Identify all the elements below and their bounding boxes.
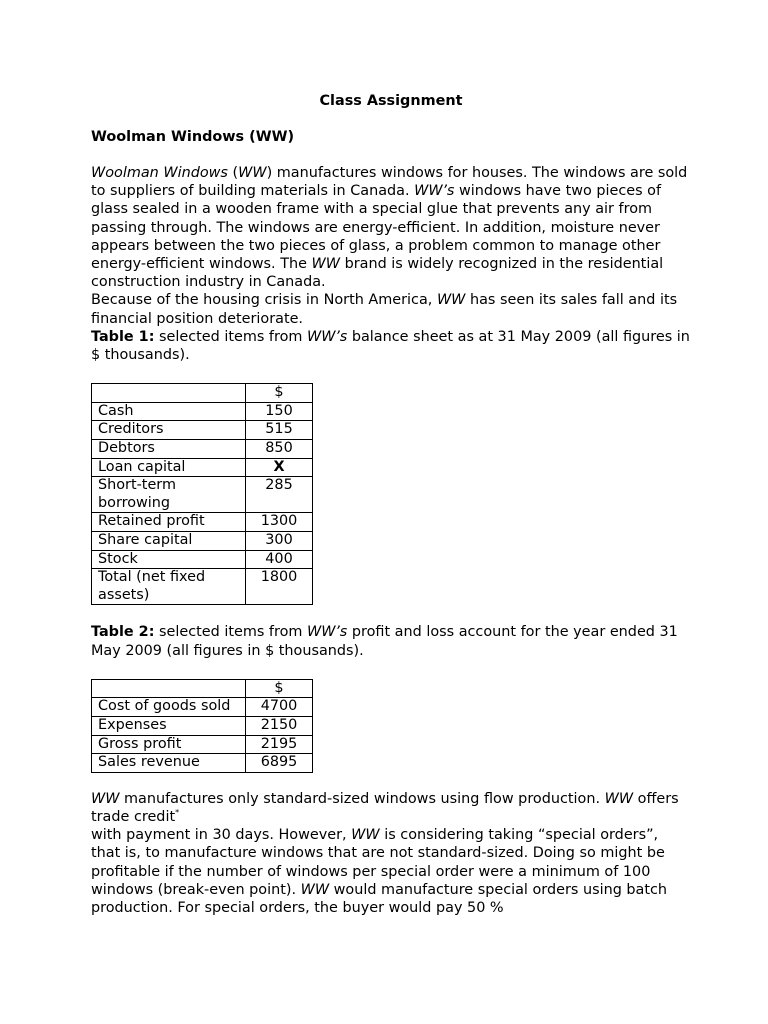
row-label: Retained profit	[92, 513, 246, 532]
row-label: Share capital	[92, 531, 246, 550]
row-label: Sales revenue	[92, 754, 246, 773]
table-header-cell: $	[246, 384, 313, 403]
balance-sheet-table	[91, 383, 313, 605]
case-heading: Woolman Windows (WW)	[91, 129, 295, 145]
table-row	[92, 569, 313, 605]
closing-text: would manufacture special orders using batch production. For special orders, the buyer would pay 50 %	[91, 881, 668, 916]
document-title: Class Assignment	[319, 93, 463, 109]
abbr-ww: WW’s	[414, 183, 455, 200]
closing-text: with payment in 30 days. However,	[91, 827, 352, 844]
intro-text: windows have two pieces of glass sealed in a wooden frame with a special glue that prevents any air from passing through. The windows are energy-efficient. In addition, moisture never appears between the two pieces of glass, a problem common to manage other energy-efficient windows. The	[91, 183, 662, 273]
caption-text: profit and loss account for the year ended 31 May 2009 (all figures in $ thousands).	[91, 624, 678, 659]
table-row	[92, 513, 313, 532]
row-value: X	[246, 458, 313, 477]
row-label: Creditors	[92, 421, 246, 440]
row-value: 2150	[246, 716, 313, 735]
row-label: Cash	[92, 402, 246, 421]
row-value: 1300	[246, 513, 313, 532]
table-row	[92, 716, 313, 735]
row-value: 400	[246, 550, 313, 569]
table2-caption	[91, 623, 691, 659]
table1-label: Table 1:	[91, 328, 155, 345]
table-header-row	[92, 384, 313, 403]
intro-text: brand is widely recognized in the residential construction industry in Canada.	[91, 256, 664, 291]
abbr-ww: WW	[436, 292, 466, 309]
row-label: Expenses	[92, 716, 246, 735]
table-row	[92, 531, 313, 550]
caption-text: selected items from	[154, 624, 307, 641]
table-row	[92, 698, 313, 717]
abbr-ww: WW	[91, 790, 120, 807]
table1-caption	[91, 328, 691, 364]
row-value: 1800	[246, 569, 313, 605]
abbr-ww: WW	[351, 827, 380, 844]
table-header-cell: $	[246, 679, 313, 698]
abbr-ww: WW’s	[307, 328, 348, 345]
table-row	[92, 550, 313, 569]
row-value: 150	[246, 402, 313, 421]
closing-text: is considering taking “special orders”, that is, to manufacture windows that are not standard-sized. Doing so might be profitable if the number of windows per special order were a minimum of 100 windows (break-even point).	[91, 827, 665, 898]
intro-paragraph	[91, 164, 691, 291]
intro-text: ) manufactures windows for houses. The windows are sold to suppliers of building materials in Canada.	[91, 165, 688, 200]
row-value: 515	[246, 421, 313, 440]
row-label: Loan capital	[92, 458, 246, 477]
row-value: 300	[246, 531, 313, 550]
closing-text: offers trade credit	[91, 790, 679, 825]
company-name: Woolman Windows	[91, 165, 228, 181]
abbr-ww: WW	[604, 790, 634, 807]
table-row	[92, 402, 313, 421]
table-row	[92, 421, 313, 440]
table-row	[92, 754, 313, 773]
crisis-text: Because of the housing crisis in North America,	[91, 292, 437, 309]
profit-loss-table	[91, 679, 313, 773]
abbr-ww: WW’s	[307, 624, 348, 641]
document-page	[91, 91, 691, 917]
row-label: Stock	[92, 550, 246, 569]
crisis-text: has seen its sales fall and its financial position deteriorate.	[91, 292, 678, 327]
abbr-ww: WW	[238, 165, 267, 181]
row-value: 2195	[246, 735, 313, 754]
intro-text: (	[227, 165, 239, 181]
table-header-cell	[92, 679, 246, 698]
crisis-paragraph	[91, 291, 691, 327]
table-row	[92, 735, 313, 754]
closing-paragraph	[91, 790, 691, 826]
row-label: Cost of goods sold	[92, 698, 246, 717]
table-row	[92, 458, 313, 477]
caption-text: balance sheet as at 31 May 2009 (all figures in $ thousands).	[91, 328, 690, 364]
row-value: 285	[246, 477, 313, 513]
abbr-ww: WW	[311, 256, 341, 273]
table-header-row	[92, 679, 313, 698]
footnote-marker: *	[175, 808, 180, 818]
row-value: 4700	[246, 698, 313, 717]
row-label: Short-term borrowing	[92, 477, 246, 513]
row-value: 850	[246, 440, 313, 459]
table-header-cell	[92, 384, 246, 403]
table-row	[92, 440, 313, 459]
abbr-ww: WW	[300, 881, 330, 898]
row-label: Total (net fixed assets)	[92, 569, 246, 605]
row-label: Debtors	[92, 440, 246, 459]
row-label: Gross profit	[92, 735, 246, 754]
table-row	[92, 477, 313, 513]
row-value: 6895	[246, 754, 313, 773]
caption-text: selected items from	[154, 328, 307, 345]
closing-text: manufactures only standard-sized windows using flow production.	[119, 790, 605, 807]
table2-label: Table 2:	[91, 624, 155, 641]
closing-paragraph-cont	[91, 826, 691, 917]
